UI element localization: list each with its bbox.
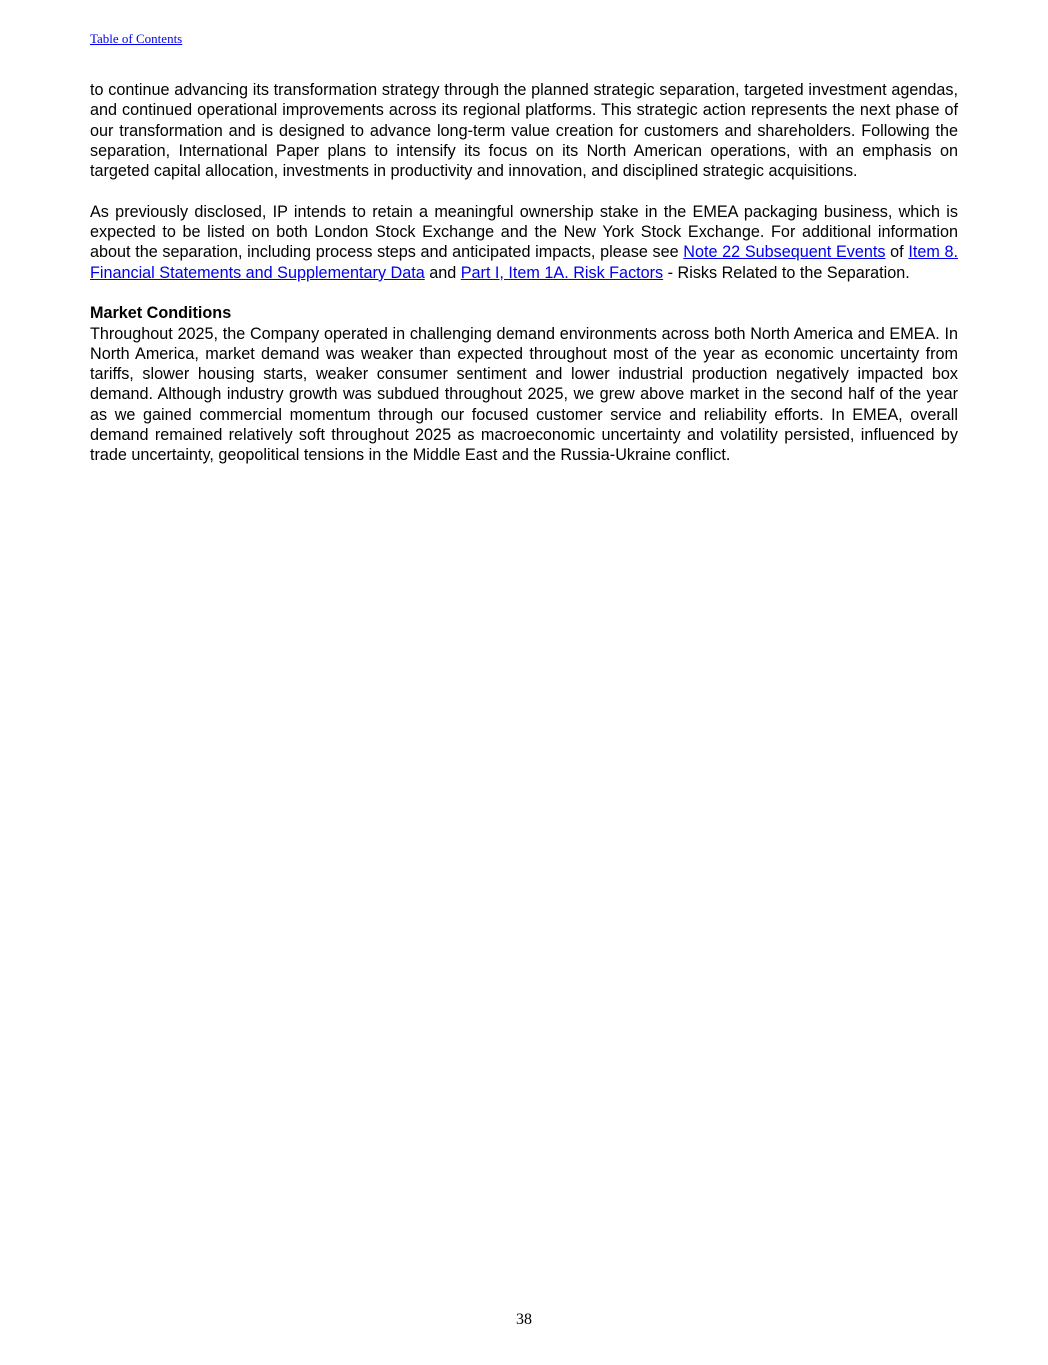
document-body [90,80,958,486]
paragraph-text-segment: of [885,243,909,262]
table-of-contents-link[interactable]: Table of Contents [90,31,183,46]
page-number: 38 [516,1311,532,1328]
paragraph-separation-disclosure [90,202,958,283]
risk-factors-link[interactable]: Part I, Item 1A. Risk Factors [460,263,664,282]
paragraph-market-conditions: Throughout 2025, the Company operated in challenging demand environments across both North America and EMEA. In North America, market demand was weaker than expected throughout most of the year as economic uncertainty from tariffs, slower housing starts, weaker consumer sentiment and lower industrial production negatively impacted box demand. Although industry growth was subdued throughout 2025, we grew above market in the second half of the year as we gained commercial momentum through our focused customer service and reliability efforts. In EMEA, overall demand remained relatively soft throughout 2025 as macroeconomic uncertainty and volatility persisted, influenced by trade uncertainty, geopolitical tensions in the Middle East and the Russia-Ukraine conflict. [90,324,958,465]
paragraph-transformation-strategy: to continue advancing its transformation strategy through the planned strategic separation, targeted investment agendas, and continued operational improvements across its regional platforms. This strategic action represents the next phase of our transformation and is designed to advance long-term value creation for customers and shareholders. Following the separation, International Paper plans to intensify its focus on its North American operations, with an emphasis on targeted capital allocation, investments in productivity and innovation, and disciplined strategic acquisitions. [90,81,958,181]
item-8-financial-statements-link[interactable]: Item 8. Financial Statements and Supplementary Data [90,243,958,282]
market-conditions-heading: Market Conditions [90,304,232,323]
paragraph-text-segment: - Risks Related to the Separation. [663,263,910,282]
note-22-subsequent-events-link[interactable]: Note 22 Subsequent Events [683,243,886,262]
paragraph-text-segment: and [424,263,461,282]
paragraph-text-segment: As previously disclosed, IP intends to retain a meaningful ownership stake in the EMEA packaging business, which is expected to be listed on both London Stock Exchange and the New York Stock Exchange. For additional information about the separation, including process steps and anticipated impacts, please see [90,202,958,262]
